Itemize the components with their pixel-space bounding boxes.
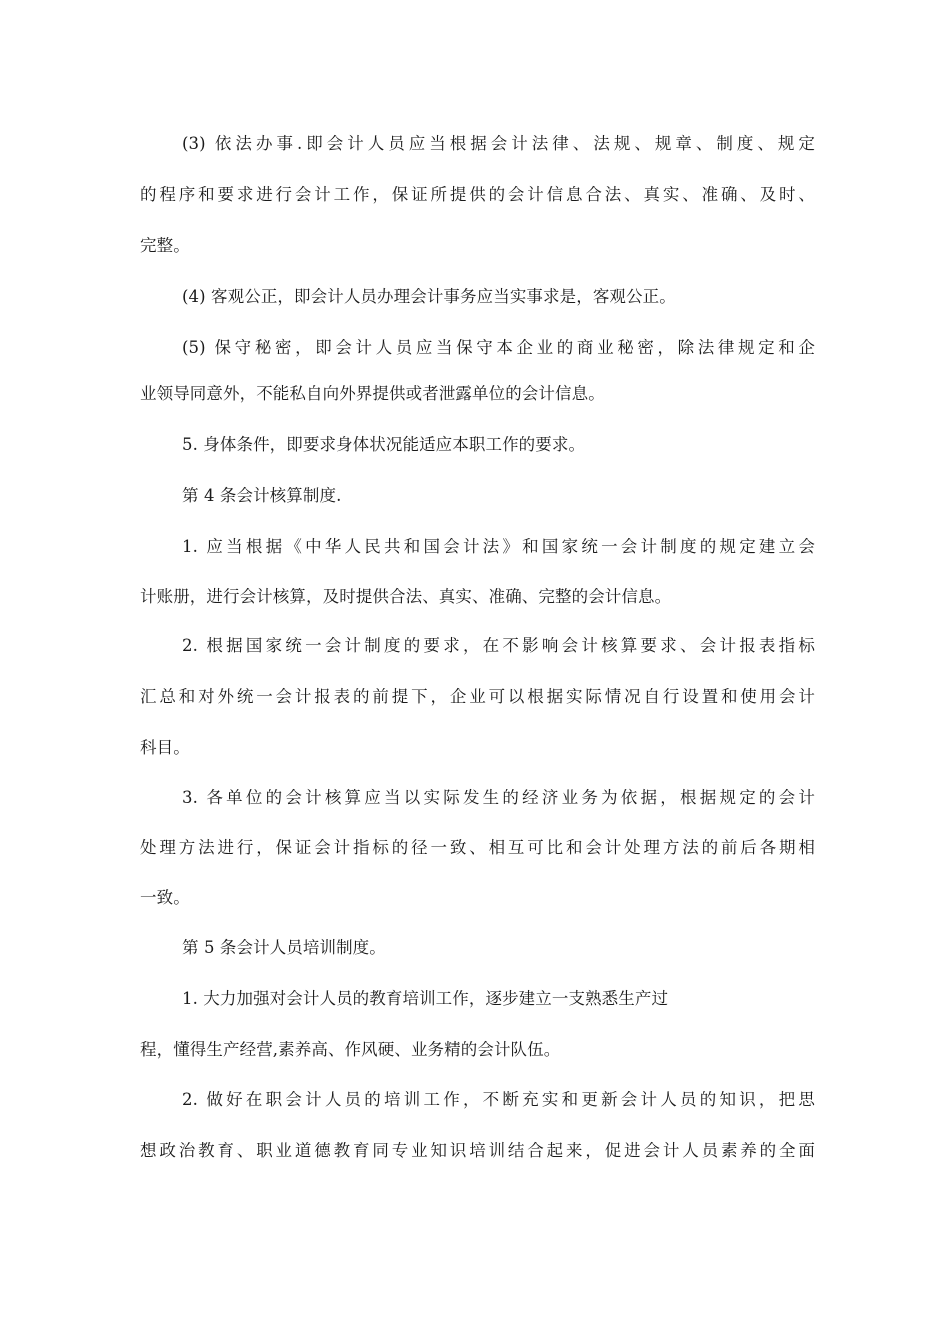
article-5-item-1-line-1: 1. 大力加强对会计人员的教育培训工作，逐步建立一支熟悉生产过 [182, 989, 669, 1008]
article-4-item-1-line-2: 计账册，进行会计核算，及时提供合法、真实、准确、完整的会计信息。 [140, 587, 672, 606]
article-4-item-1-line-1: 1. 应当根据《中华人民共和国会计法》和国家统一会计制度的规定建立会 [182, 537, 815, 556]
clause-4-line-1: (4) 客观公正，即会计人员办理会计事务应当实事求是，客观公正。 [182, 287, 676, 306]
clause-5-line-2: 业领导同意外，不能私自向外界提供或者泄露单位的会计信息。 [140, 384, 605, 403]
article-5-item-2-line-2: 想政治教育、职业道德教育同专业知识培训结合起来，促进会计人员素养的全面 [140, 1141, 815, 1160]
item-5-line-1: 5. 身体条件，即要求身体状况能适应本职工作的要求。 [182, 435, 586, 454]
article-4-item-2-line-2: 汇总和对外统一会计报表的前提下，企业可以根据实际情况自行设置和使用会计 [140, 687, 815, 706]
article-5-heading: 第 5 条会计人员培训制度。 [182, 938, 386, 957]
article-5-item-2-line-1: 2. 做好在职会计人员的培训工作，不断充实和更新会计人员的知识，把思 [182, 1090, 815, 1109]
article-4-item-3-line-1: 3. 各单位的会计核算应当以实际发生的经济业务为依据，根据规定的会计 [182, 788, 815, 807]
article-4-item-3-line-3: 一致。 [140, 888, 190, 907]
clause-3-line-2: 的程序和要求进行会计工作，保证所提供的会计信息合法、真实、准确、及时、 [140, 185, 815, 204]
article-5-item-1-line-2: 程，懂得生产经营,素养高、作风硬、业务精的会计队伍。 [140, 1040, 561, 1059]
article-4-heading: 第 4 条会计核算制度. [182, 486, 342, 505]
clause-3-line-1: (3) 依法办事.即会计人员应当根据会计法律、法规、规章、制度、规定 [182, 134, 815, 153]
clause-5-line-1: (5) 保守秘密，即会计人员应当保守本企业的商业秘密，除法律规定和企 [182, 338, 815, 357]
article-4-item-2-line-3: 科目。 [140, 738, 190, 757]
clause-3-line-3: 完整。 [140, 236, 190, 255]
article-4-item-3-line-2: 处理方法进行，保证会计指标的径一致、相互可比和会计处理方法的前后各期相 [140, 838, 815, 857]
article-4-item-2-line-1: 2. 根据国家统一会计制度的要求，在不影响会计核算要求、会计报表指标 [182, 636, 815, 655]
